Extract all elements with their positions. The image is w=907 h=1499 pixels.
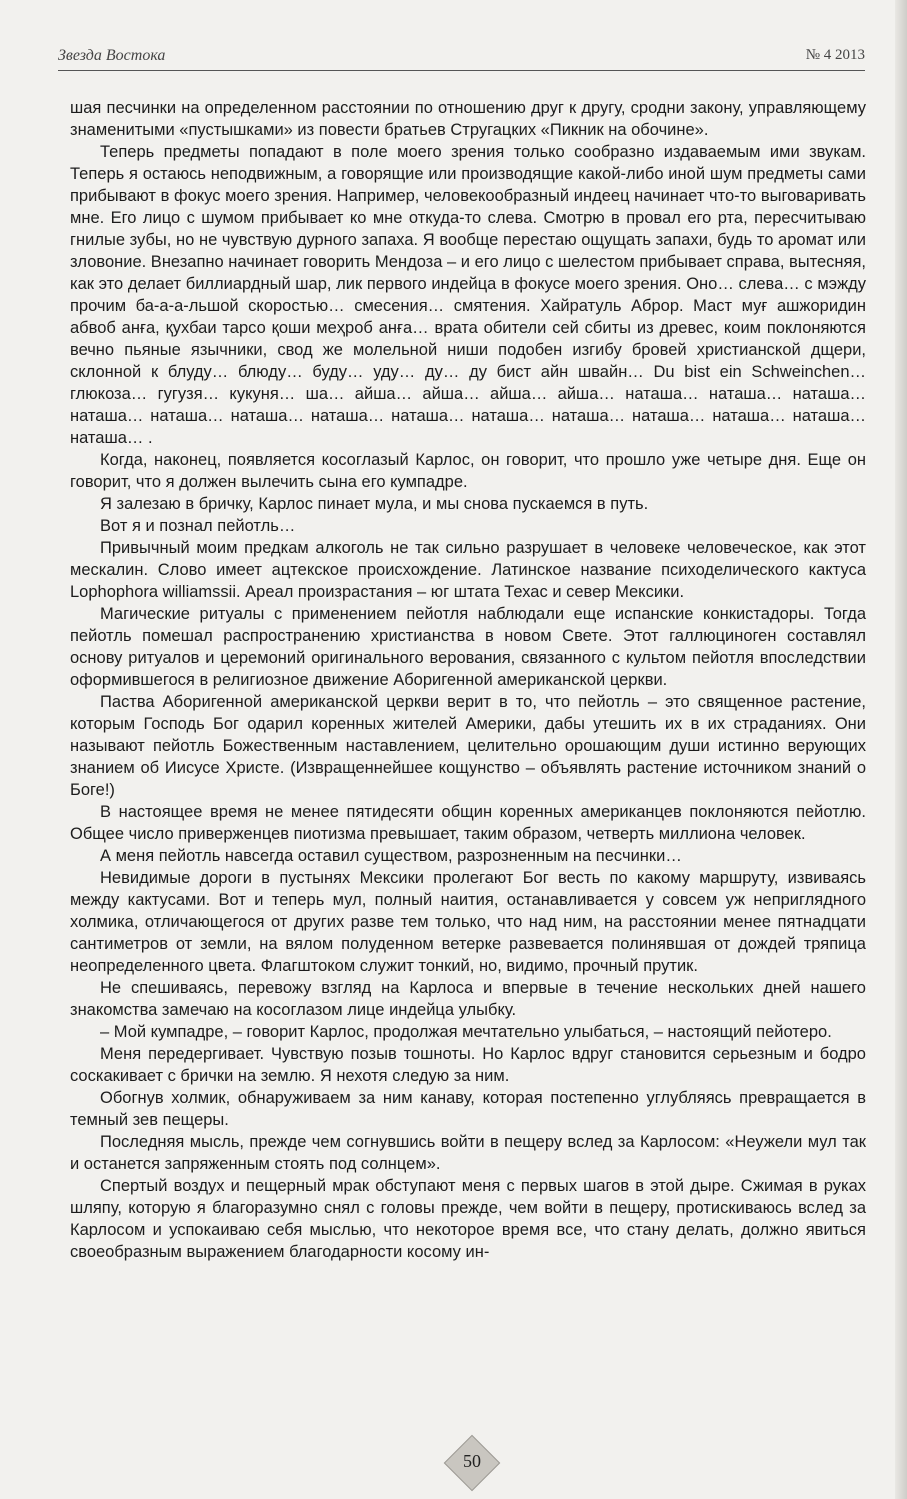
article-body: [70, 97, 866, 1263]
paragraph: Обогнув холмик, обнаруживаем за ним канаву, которая постепенно углубляясь превращается в темный зев пещеры.: [70, 1089, 866, 1129]
running-header: [58, 44, 865, 71]
paragraph: Привычный моим предкам алкоголь не так сильно разрушает в человеке человеческое, как этот мескалин. Слово имеет ацтекское происхождение. Латинское название психоделического кактуса Lophophora williamssii. Ареал произрастания – юг штата Техас и север Мексики.: [70, 539, 866, 601]
paragraph: Паства Аборигенной американской церкви верит в то, что пейотль – это священное растение, которым Господь Бог одарил коренных жителей Америки, дабы утешить их в их страданиях. Они называют пейотль Божественным наставлением, целительно орошающим души истинно верующих знанием об Иисусе Христе. (Извращеннейшее кощунство – объявлять растение источником знаний о Боге!): [70, 693, 866, 799]
paragraph: А меня пейотль навсегда оставил существом, разрозненным на песчинки…: [100, 847, 682, 865]
journal-title: Звезда Востока: [58, 47, 166, 64]
paragraph: Теперь предметы попадают в поле моего зрения только сообразно издаваемым ими звукам. Теперь я остаюсь неподвижным, а говорящие или производящие какой-либо иной шум предметы сами прибывают в фокус моего зрения. Например, человекообразный индеец начинает что-то выговаривать мне. Его лицо с шумом прибывает ко мне откуда-то слева. Смотрю в провал его рта, пересчитываю гнилые зубы, но не чувствую дурного запаха. Я вообще перестаю ощущать запахи, будь то аромат или зловоние. Внезапно начинает говорить Мендоза – и его лицо с шелестом прибывает справа, вытесняя, как это делает биллиардный шар, лик первого индейца в фокусе моего зрения. Оно… слева… с мэжду прочим ба-а-а-льшой скоростью… смесения… смятения. Хайратуль Аброр. Маст муғ ашжоридин абвоб анға, қухбаи тарсо қоши меҳроб анға… врата обители сей сбиты из древес, коим поклоняются вечно пьяные язычники, свод же молельной ниши подобен изгибу бровей христианской дщери, склонной к блуду… блюду… буду… уду… ду… ду бист айн швайн… Du bist ein Schweinchen… глюкоза… гугузя… кукуня… ша… айша… айша… айша… айша… наташа… наташа… наташа… наташа… наташа… наташа… наташа… наташа… наташа… наташа… наташа… наташа… наташа… наташа… .: [70, 143, 866, 447]
page-edge-shadow: [895, 0, 907, 1499]
paragraph: Я залезаю в бричку, Карлос пинает мула, и мы снова пускаемся в путь.: [100, 495, 649, 513]
paragraph: Меня передергивает. Чувствую позыв тошноты. Но Карлос вдруг становится серьезным и бодро соскакивает с брички на землю. Я нехотя следую за ним.: [70, 1045, 866, 1085]
paragraph: Последняя мысль, прежде чем согнувшись войти в пещеру вслед за Карлосом: «Неужели мул так и останется запряженным стоять под солнцем».: [70, 1133, 866, 1173]
paragraph: шая песчинки на определенном расстоянии по отношению друг к другу, сродни закону, управляющему знаменитыми «пустышками» из повести братьев Стругацких «Пикник на обочине».: [70, 99, 866, 139]
page-number: 50: [463, 1450, 481, 1471]
paragraph: Когда, наконец, появляется косоглазый Карлос, он говорит, что прошло уже четыре дня. Еще он говорит, что я должен вылечить сына его кумпадре.: [70, 451, 866, 491]
paragraph: Не спешиваясь, перевожу взгляд на Карлоса и впервые в течение нескольких дней нашего знакомства замечаю на косоглазом лице индейца улыбку.: [70, 979, 866, 1019]
paragraph: Магические ритуалы с применением пейотля наблюдали еще испанские конкистадоры. Тогда пейотль помешал распространению христианства в новом Свете. Этот галлюциноген составлял основу ритуалов и церемоний оригинального верования, связанного с культом пейотля впоследствии оформившегося в религиозное движение Аборигенной американской церкви.: [70, 605, 866, 689]
paragraph: Невидимые дороги в пустынях Мексики пролегают Бог весть по какому маршруту, извиваясь между кактусами. Вот и теперь мул, полный наития, останавливается у совсем уж неприглядного холмика, отличающегося от других разве тем только, что над ним, на расстоянии менее пятнадцати сантиметров от земли, на вялом полуденном ветерке развевается полинявшая от дождей тряпица неопределенного цвета. Флагштоком служит тонкий, но, видимо, прочный прутик.: [70, 869, 866, 975]
issue-number: № 4 2013: [805, 47, 865, 63]
paragraph: В настоящее время не менее пятидесяти общин коренных американцев поклоняются пейотлю. Общее число приверженцев пиотизма превышает, таким образом, четверть миллиона человек.: [70, 803, 866, 843]
page-number-badge: [440, 1441, 504, 1481]
paragraph: Спертый воздух и пещерный мрак обступают меня с первых шагов в этой дыре. Сжимая в руках шляпу, которую я благоразумно снял с головы прежде, чем войти в пещеру, протискиваюсь вслед за Карлосом и успокаиваю себя мыслью, что некоторое время все, что стану делать, должно явиться своеобразным выражением благодарности косому ин-: [70, 1177, 866, 1261]
paragraph: Вот я и познал пейотль…: [100, 517, 296, 535]
paragraph: – Мой кумпадре, – говорит Карлос, продолжая мечтательно улыбаться, – настоящий пейотеро.: [100, 1023, 832, 1041]
